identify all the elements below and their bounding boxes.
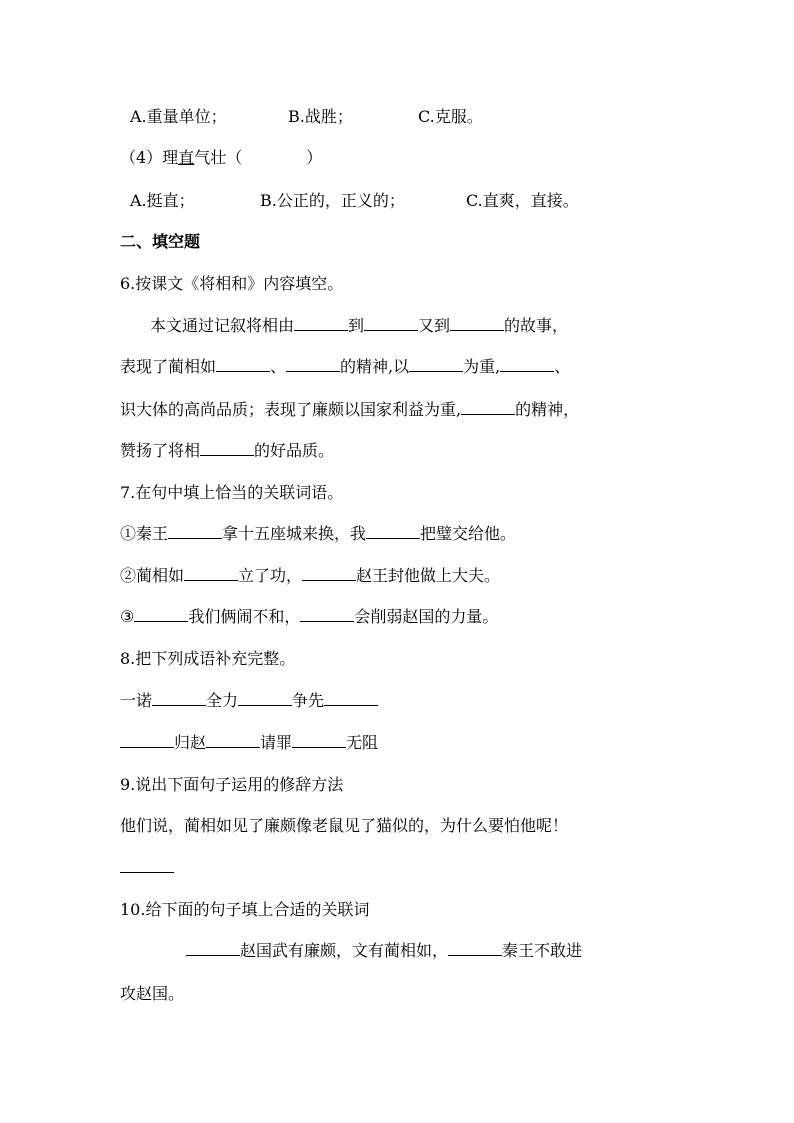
option-c: C.克服。 (418, 107, 483, 126)
blank[interactable] (152, 691, 206, 706)
text-segment: 秦王不敢进 (502, 941, 583, 960)
q9-answer-line (120, 857, 174, 879)
item4-underlined-char: 直 (178, 148, 195, 167)
blank[interactable] (186, 941, 240, 956)
text-segment: 无阻 (346, 733, 379, 752)
blank[interactable] (206, 733, 260, 748)
question-7-title: 7.在句中填上恰当的关联词语。 (120, 483, 344, 502)
text-segment: 到 (348, 316, 365, 335)
q6-line-1 (150, 315, 568, 337)
question-item-4 (120, 147, 322, 169)
section-heading: 二、填空题 (120, 232, 201, 251)
text-segment: 争先 (292, 691, 325, 710)
q10-line-2: 攻赵国。 (120, 984, 185, 1003)
blank[interactable] (450, 316, 504, 331)
q10-line-1 (186, 940, 582, 962)
text-segment: 识大体的高尚品质；表现了廉颇以国家利益为重, (120, 400, 462, 419)
text-segment: 赞扬了将相 (120, 441, 201, 460)
item4-suffix: 气壮（ ） (194, 148, 323, 167)
q6-line-3 (120, 399, 579, 421)
blank[interactable] (324, 691, 378, 706)
blank[interactable] (120, 858, 174, 873)
q6-line-2 (120, 356, 570, 378)
q6-line-4 (120, 440, 334, 462)
text-segment: 的故事， (504, 316, 569, 335)
q8-row-1 (120, 690, 378, 712)
text-segment: 的精神， (515, 400, 580, 419)
text-segment: ③ (120, 607, 135, 626)
blank[interactable] (120, 733, 174, 748)
blank[interactable] (168, 524, 222, 539)
blank[interactable] (286, 357, 340, 372)
question-6-title: 6.按课文《将相和》内容填空。 (120, 274, 344, 293)
blank[interactable] (294, 316, 348, 331)
text-segment: 、 (554, 357, 571, 376)
text-segment: 会削弱赵国的力量。 (354, 607, 499, 626)
option-a: A.挺直； (130, 191, 195, 210)
question-9-title: 9.说出下面句子运用的修辞方法 (120, 775, 344, 794)
text-segment: 的精神,以 (340, 357, 410, 376)
text-segment: 全力 (206, 691, 239, 710)
blank[interactable] (134, 607, 188, 622)
blank[interactable] (200, 441, 254, 456)
blank[interactable] (292, 733, 346, 748)
blank[interactable] (448, 941, 502, 956)
q8-row-2 (120, 732, 378, 754)
text-segment: 又到 (418, 316, 451, 335)
option-a: A.重量单位； (130, 107, 227, 126)
q7-sentence-1 (120, 523, 516, 545)
blank[interactable] (216, 357, 270, 372)
q7-sentence-2 (120, 565, 500, 587)
text-segment: 拿十五座城来换，我 (222, 524, 367, 543)
text-segment: 一诺 (120, 691, 153, 710)
option-b: B.公正的，正义的； (260, 191, 405, 210)
blank[interactable] (364, 316, 418, 331)
text-segment: 把璧交给他。 (420, 524, 517, 543)
item4-prefix: （4）理 (120, 148, 179, 167)
text-segment: 赵国武有廉颇，文有蔺相如， (240, 941, 449, 960)
text-segment: 、 (270, 357, 287, 376)
blank[interactable] (300, 607, 354, 622)
q9-sentence: 他们说，蔺相如见了廉颇像老鼠见了猫似的，为什么要怕他呢！ (120, 816, 569, 835)
blank[interactable] (366, 524, 420, 539)
text-segment: 赵王封他做上大夫。 (356, 566, 501, 585)
blank[interactable] (302, 566, 356, 581)
text-segment: 立了功， (238, 566, 303, 585)
text-segment: 本文通过记叙将相由 (150, 316, 295, 335)
q7-sentence-3 (120, 606, 498, 628)
blank[interactable] (238, 691, 292, 706)
text-segment: 归赵 (174, 733, 207, 752)
blank[interactable] (184, 566, 238, 581)
option-c: C.直爽，直接。 (466, 191, 579, 210)
text-segment: 的好品质。 (254, 441, 335, 460)
blank[interactable] (409, 357, 463, 372)
blank[interactable] (461, 400, 515, 415)
text-segment: ②蔺相如 (120, 566, 185, 585)
question-10-title: 10.给下面的句子填上合适的关联词 (120, 900, 370, 919)
text-segment: 我们俩闹不和， (188, 607, 301, 626)
blank[interactable] (500, 357, 554, 372)
text-segment: 表现了蔺相如 (120, 357, 217, 376)
text-segment: ①秦王 (120, 524, 169, 543)
text-segment: 为重, (463, 357, 501, 376)
text-segment: 请罪 (260, 733, 293, 752)
option-b: B.战胜； (288, 107, 353, 126)
question-8-title: 8.把下列成语补充完整。 (120, 649, 296, 668)
